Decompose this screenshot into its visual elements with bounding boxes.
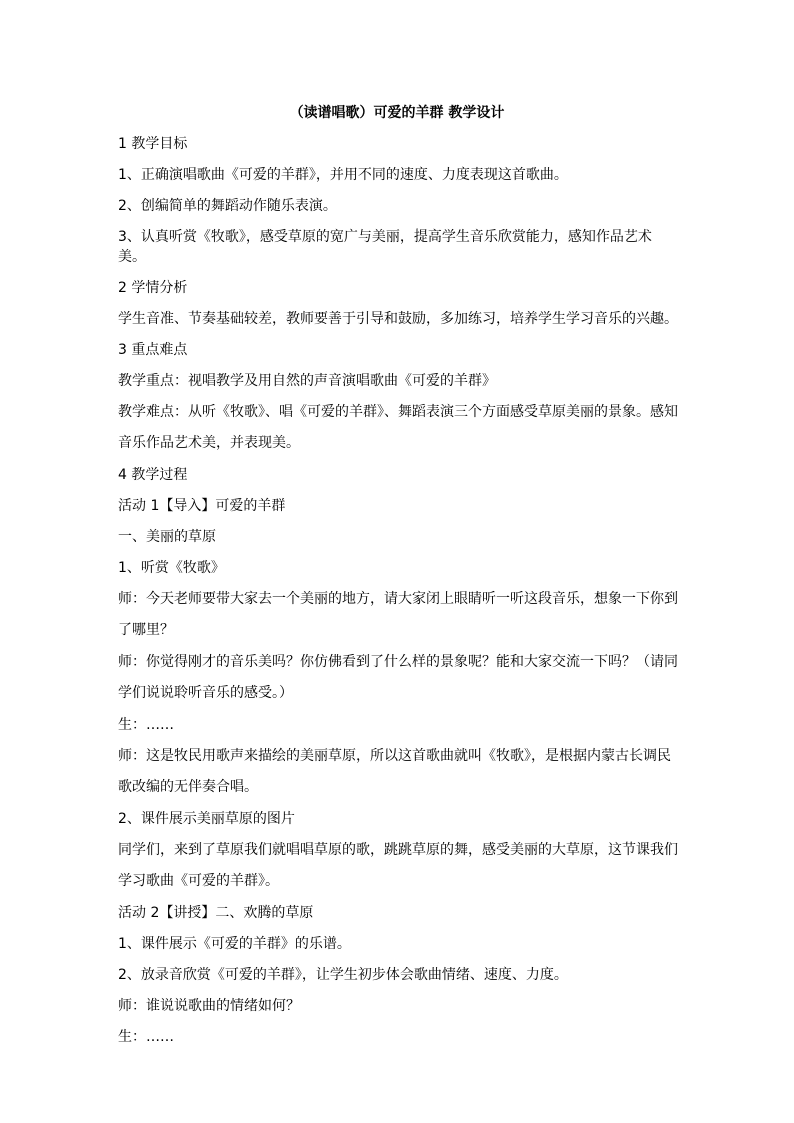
section-heading-key-points: 3 重点难点 (118, 342, 188, 358)
paragraph: 3、认真听赏《牧歌》，感受草原的宽广与美丽，提高学生音乐欣赏能力，感知作品艺术美。 (118, 229, 652, 265)
paragraph: 2、创编简单的舞蹈动作随乐表演。 (118, 198, 337, 214)
activity-heading: 活动 2【讲授】二、欢腾的草原 (118, 905, 314, 921)
paragraph: 教学重点：视唱教学及用自然的声音演唱歌曲《可爱的羊群》 (118, 373, 496, 389)
section-heading-process: 4 教学过程 (118, 467, 188, 483)
paragraph: 一、美丽的草原 (118, 529, 216, 545)
paragraph: 1、课件展示《可爱的羊群》的乐谱。 (118, 936, 351, 952)
paragraph: 师：谁说说歌曲的情绪如何？ (118, 998, 300, 1014)
paragraph: 学生音准、节奏基础较差，教师要善于引导和鼓励，多加练习，培养学生学习音乐的兴趣。 (118, 311, 678, 327)
paragraph: 1、正确演唱歌曲《可爱的羊群》，并用不同的速度、力度表现这首歌曲。 (118, 167, 568, 183)
paragraph: 同学们，来到了草原我们就唱唱草原的歌，跳跳草原的舞，感受美丽的大草原，这节课我们学习歌曲《可爱的羊群》。 (118, 842, 678, 889)
section-heading-objectives: 1 教学目标 (118, 136, 188, 152)
paragraph: 师：今天老师要带大家去一个美丽的地方，请大家闭上眼睛听一听这段音乐，想象一下你到了哪里？ (118, 591, 678, 638)
paragraph: 1、听赏《牧歌》 (118, 560, 225, 576)
paragraph: 师：这是牧民用歌声来描绘的美丽草原，所以这首歌曲就叫《牧歌》，是根据内蒙古长调民歌改编的无伴奏合唱。 (118, 748, 671, 795)
paragraph: 2、放录音欣赏《可爱的羊群》，让学生初步体会歌曲情绪、速度、力度。 (118, 967, 568, 983)
paragraph: 生：…… (118, 717, 174, 733)
activity-heading: 活动 1【导入】可爱的羊群 (118, 498, 286, 514)
document-title: （读谱唱歌）可爱的羊群 教学设计 (289, 105, 505, 121)
paragraph: 2、课件展示美丽草原的图片 (118, 811, 295, 827)
section-heading-analysis: 2 学情分析 (118, 280, 188, 296)
paragraph: 生：…… (118, 1029, 174, 1045)
paragraph: 教学难点：从听《牧歌》、唱《可爱的羊群》、舞蹈表演三个方面感受草原美丽的景象。感知音乐作品艺术美，并表现美。 (118, 404, 678, 451)
document-body (118, 134, 678, 1058)
paragraph: 师：你觉得刚才的音乐美吗？你仿佛看到了什么样的景象呢？能和大家交流一下吗？（请同学们说说聆听音乐的感受。） (118, 654, 678, 701)
